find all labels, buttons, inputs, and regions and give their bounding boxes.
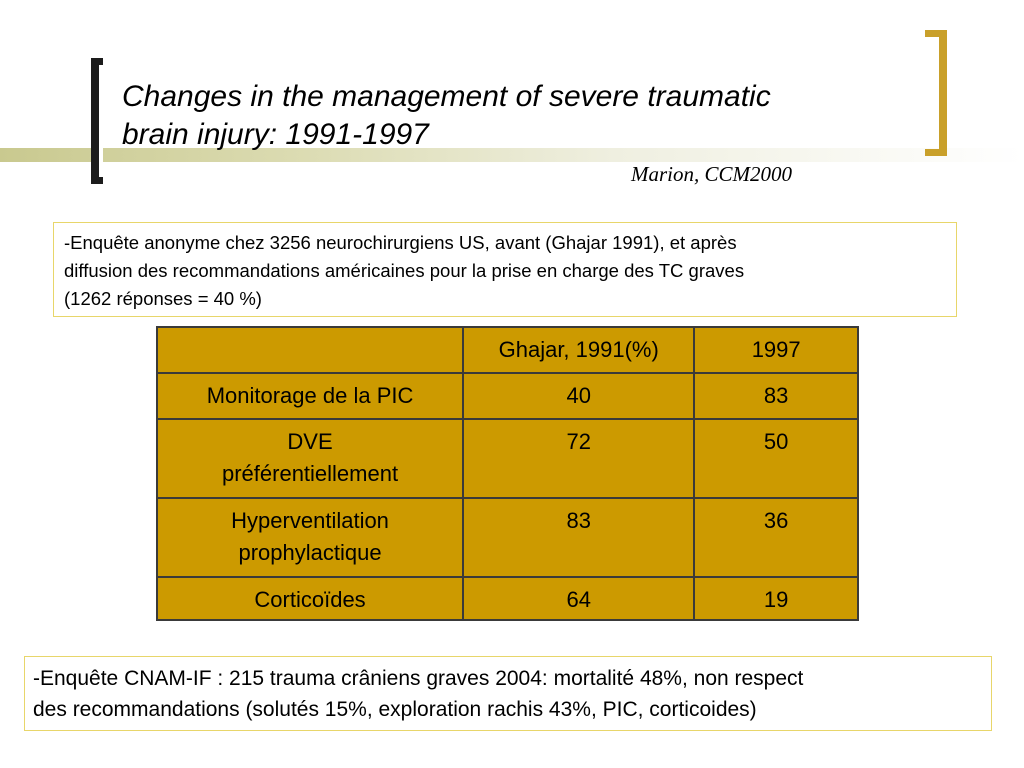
value-1997: 50 bbox=[694, 419, 858, 498]
note-line: (1262 réponses = 40 %) bbox=[64, 288, 262, 309]
slide-title-line-2: brain injury: 1991-1997 bbox=[122, 118, 429, 151]
row-label-line: Corticoïdes bbox=[254, 587, 366, 612]
value-1991: 64 bbox=[463, 577, 694, 620]
note-line: -Enquête anonyme chez 3256 neurochirurgiens US, avant (Ghajar 1991), et après bbox=[64, 232, 737, 253]
row-label-line: prophylactique bbox=[238, 540, 382, 565]
survey-note-bottom bbox=[24, 656, 992, 731]
citation: Marion, CCM2000 bbox=[631, 162, 793, 186]
value-1991: 72 bbox=[463, 419, 694, 498]
value-1991: 40 bbox=[463, 373, 694, 419]
row-label bbox=[157, 419, 463, 498]
header-cell-empty bbox=[157, 327, 463, 373]
table-row bbox=[157, 498, 858, 577]
note-line: des recommandations (solutés 15%, exploration rachis 43%, PIC, corticoides) bbox=[33, 698, 757, 721]
row-label-line: Monitorage de la PIC bbox=[206, 383, 414, 408]
value-1991: 83 bbox=[463, 498, 694, 577]
table-header-row bbox=[157, 327, 858, 373]
table-row bbox=[157, 419, 858, 498]
slide-title-line-1: Changes in the management of severe traumatic bbox=[122, 80, 771, 113]
row-label-line: préférentiellement bbox=[221, 461, 399, 486]
row-label-line: Hyperventilation bbox=[231, 508, 389, 533]
row-label-line: DVE bbox=[287, 429, 333, 454]
header-cell-1991: Ghajar, 1991(%) bbox=[463, 327, 694, 373]
table-row bbox=[157, 577, 858, 620]
table-row bbox=[157, 373, 858, 419]
row-label bbox=[157, 373, 463, 419]
note-line: diffusion des recommandations américaines pour la prise en charge des TC graves bbox=[64, 260, 745, 281]
value-1997: 36 bbox=[694, 498, 858, 577]
row-label bbox=[157, 498, 463, 577]
header-cell-1997: 1997 bbox=[694, 327, 858, 373]
survey-note-top bbox=[53, 222, 957, 317]
note-line: -Enquête CNAM-IF : 215 trauma crâniens graves 2004: mortalité 48%, non respect bbox=[33, 667, 804, 690]
value-1997: 83 bbox=[694, 373, 858, 419]
management-comparison-table bbox=[156, 326, 859, 621]
left-bracket-decoration bbox=[91, 58, 103, 184]
value-1997: 19 bbox=[694, 577, 858, 620]
row-label bbox=[157, 577, 463, 620]
right-bracket-decoration bbox=[925, 30, 947, 156]
slide-title bbox=[122, 78, 902, 154]
